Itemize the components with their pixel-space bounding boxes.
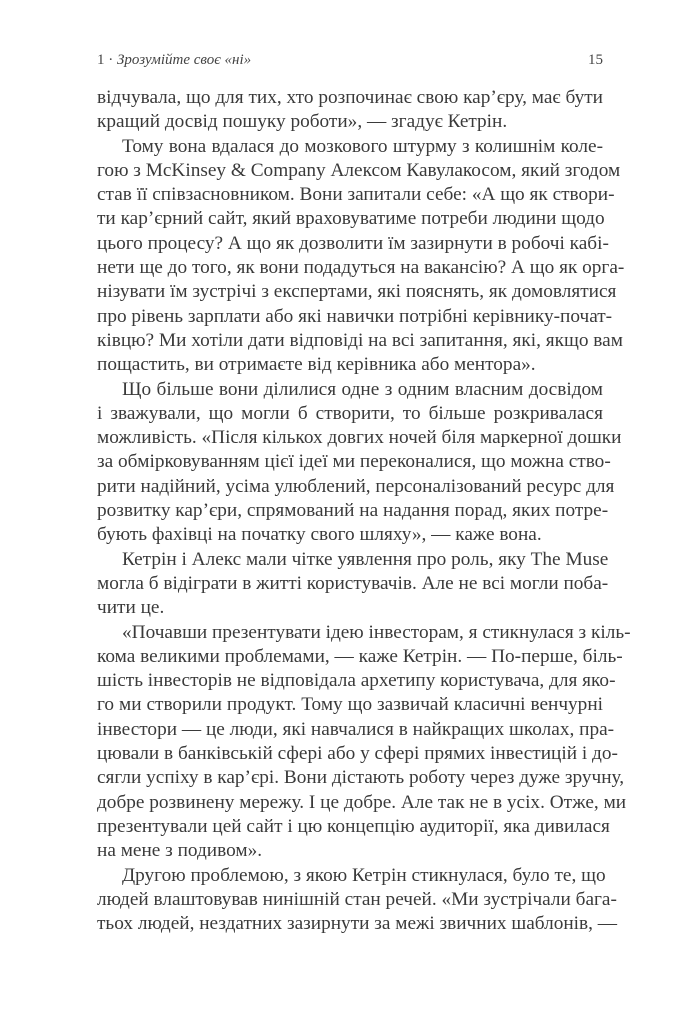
text-line: інвестори — це люди, які навчалися в найкращих школах, пра-: [97, 718, 615, 740]
text-line: могла б відіграти в житті користувачів. Але не всі могли поба-: [97, 572, 609, 594]
paragraph: [97, 621, 631, 864]
text-line: за обмірковуванням цієї ідеї ми переконалися, що можна ство-: [97, 451, 611, 473]
text-line: чити це.: [97, 597, 165, 619]
text-line: відчувала, що для тих, хто розпочинає свою кар’єру, має бути: [97, 87, 603, 108]
text-line: бують фахівці на початку свого шляху», — каже вона.: [97, 524, 542, 546]
text-line: кома великими проблемами, — каже Кетрін. — По-перше, біль-: [97, 645, 623, 667]
page-body: [97, 86, 631, 936]
text-line: рити надійний, усіма улюблений, персоналізований ресурс для: [97, 475, 615, 497]
text-line: сягли успіху в кар’єрі. Вони дістають роботу через дуже зручну,: [97, 767, 625, 789]
text-line: гою з McKinsey & Company Алексом Кавулакосом, який згодом: [97, 159, 621, 181]
text-line: го ми створили продукт. Тому що зазвичай класичні венчурні: [97, 694, 603, 716]
text-line: ти кар’єрний сайт, який враховуватиме потреби людини щодо: [97, 208, 605, 230]
text-line: нізувати їм зустрічі з експертами, які пояснять, як домовлятися: [97, 281, 617, 303]
text-line: і зважували, що могли б створити, то більше розкривалася: [97, 402, 603, 424]
paragraph: [97, 86, 603, 135]
text-line: можливість. «Після кількох довгих ночей біля маркерної дошки: [97, 427, 622, 449]
text-line: Тому вона вдалася до мозкового штурму з колишнім коле-: [122, 135, 603, 157]
chapter-title: Зрозумійте своє «ні»: [117, 52, 252, 68]
text-line: Другою проблемою, з якою Кетрін стикнулася, було те, що: [122, 864, 606, 886]
header-separator: ·: [104, 52, 117, 68]
chapter-number: 1: [97, 52, 105, 68]
text-line: Що більше вони ділилися одне з одним власним досвідом: [122, 378, 603, 400]
text-line: шість інвесторів не відповідала архетипу користувача, для яко-: [97, 670, 616, 692]
text-line: цювали в банківській сфері або у сфері прямих інвестицій і до-: [97, 743, 618, 765]
paragraph: [97, 548, 609, 621]
text-line: пощастить, ви отримаєте від керівника або ментора».: [97, 354, 536, 376]
text-line: про рівень зарплати або які навички потрібні керівнику-почат-: [97, 305, 613, 327]
text-line: на мене з подивом».: [97, 840, 263, 862]
text-line: Кетрін і Алекс мали чітке уявлення про роль, яку The Muse: [122, 548, 609, 570]
text-line: кращий досвід пошуку роботи», — згадує Кетрін.: [97, 111, 508, 133]
paragraph: [97, 135, 625, 378]
text-line: тьох людей, нездатних зазирнути за межі звичних шаблонів, —: [97, 913, 618, 935]
text-line: нети ще до того, як вони подадуться на вакансію? А що як орга-: [97, 257, 625, 279]
text-line: презентували цей сайт і цю концепцію аудиторії, яка дивилася: [97, 815, 610, 837]
text-line: «Почавши презентувати ідею інвесторам, я стикнулася з кіль-: [122, 621, 631, 643]
text-line: розвитку кар’єри, спрямований на надання порад, яких потре-: [97, 500, 609, 522]
text-line: став її співзасновником. Вони запитали себе: «А що як створи-: [97, 184, 615, 206]
paragraph: [97, 864, 618, 937]
page-number: 15: [588, 52, 603, 68]
paragraph: [97, 378, 622, 548]
running-header: [97, 52, 603, 76]
text-line: добре розвинену мережу. І це добре. Але так не в усіх. Отже, ми: [97, 791, 627, 813]
text-line: цього процесу? А що як дозволити їм зазирнути в робочі кабі-: [97, 232, 609, 254]
text-line: людей влаштовував нинішній стан речей. «Ми зустрічали бага-: [97, 888, 617, 910]
text-line: ківцю? Ми хотіли дати відповіді на всі запитання, які, якщо вам: [97, 329, 623, 351]
running-title: [97, 52, 251, 69]
